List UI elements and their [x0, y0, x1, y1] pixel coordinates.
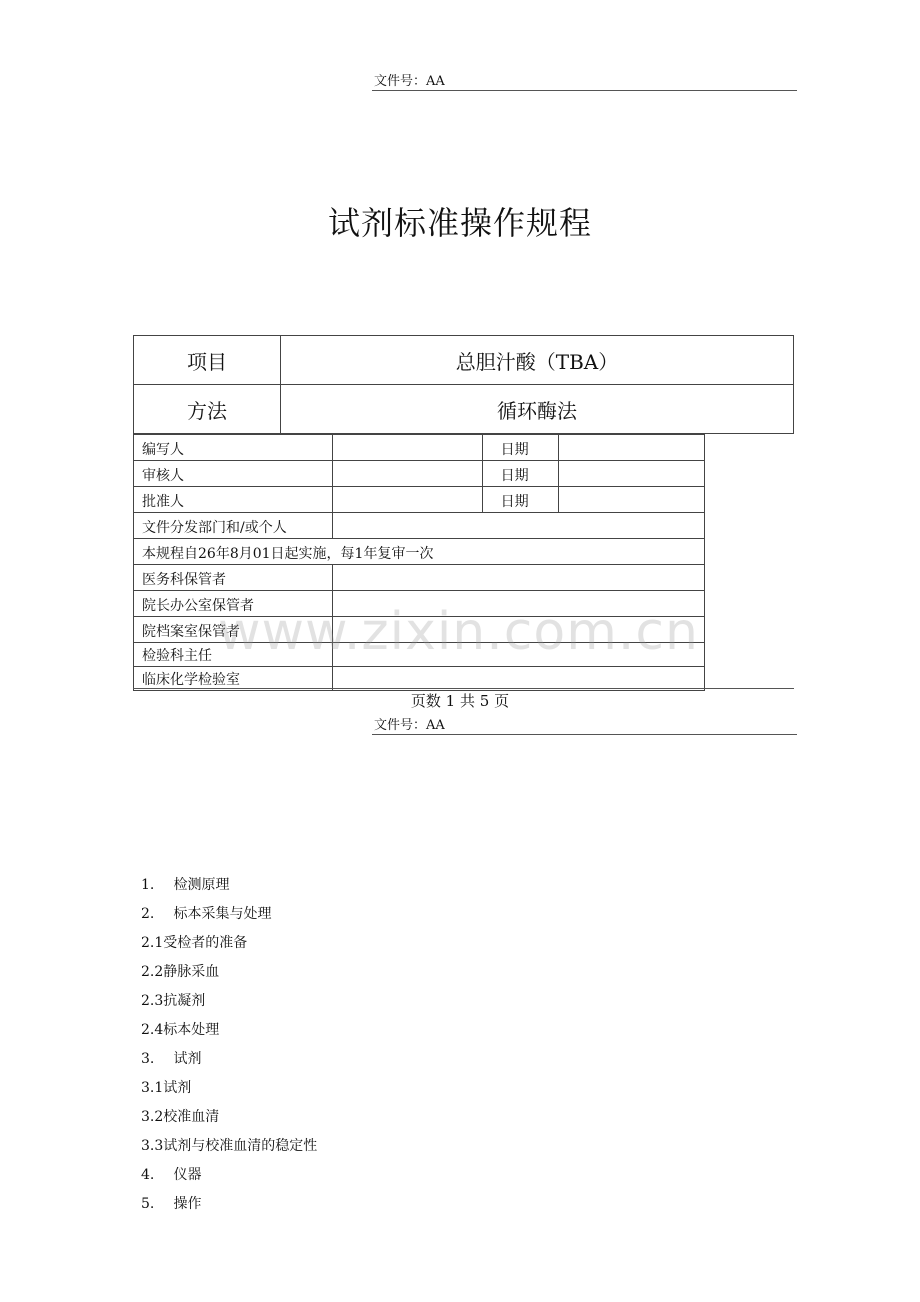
toc-item[interactable] [141, 1106, 317, 1135]
file-number-header: 文件号：AA [372, 70, 797, 91]
sig-row-reviewer [134, 461, 705, 487]
toc-text: 试剂 [163, 1080, 192, 1096]
toc-item[interactable] [141, 1164, 317, 1193]
toc-text: 检测原理 [173, 877, 230, 893]
toc-item[interactable] [141, 1048, 317, 1077]
sig-name-cell[interactable] [332, 461, 482, 487]
holder-cell[interactable] [332, 643, 704, 667]
toc-text: 操作 [173, 1196, 202, 1212]
info-value: 循环酶法 [281, 385, 794, 434]
section-divider [133, 688, 794, 689]
table-of-contents [141, 874, 317, 1222]
holder-label: 检验科主任 [134, 643, 333, 667]
holder-row [134, 667, 705, 691]
distribution-row [134, 513, 705, 539]
sig-name-cell[interactable] [332, 435, 482, 461]
holder-label: 医务科保管者 [134, 565, 333, 591]
toc-text: 试剂与校准血清的稳定性 [163, 1138, 318, 1154]
sig-date-cell[interactable] [558, 487, 704, 513]
holder-cell[interactable] [332, 667, 704, 691]
distribution-label: 文件分发部门和/或个人 [134, 513, 333, 539]
sig-label: 审核人 [134, 461, 333, 487]
toc-item[interactable] [141, 1135, 317, 1164]
page-number: 页数 1 共 5 页 [410, 692, 510, 710]
sig-row-writer [134, 435, 705, 461]
toc-number: 2.1 [141, 935, 164, 951]
info-key: 方法 [134, 385, 281, 434]
distribution-cell[interactable] [332, 513, 704, 539]
toc-number: 3.2 [141, 1109, 164, 1125]
toc-text: 标本处理 [163, 1022, 220, 1038]
holder-row [134, 643, 705, 667]
holder-cell[interactable] [332, 565, 704, 591]
signature-table [133, 434, 705, 691]
sig-row-approver [134, 487, 705, 513]
toc-text: 试剂 [173, 1051, 202, 1067]
holder-row [134, 617, 705, 643]
sig-date-label: 日期 [482, 487, 558, 513]
toc-number: 3. [141, 1051, 155, 1067]
toc-item[interactable] [141, 1077, 317, 1106]
info-row-item [134, 336, 794, 385]
toc-number: 2.4 [141, 1022, 164, 1038]
file-number-header: 文件号：AA [372, 714, 797, 735]
sig-name-cell[interactable] [332, 487, 482, 513]
toc-number: 2.3 [141, 993, 164, 1009]
holder-label: 临床化学检验室 [134, 667, 333, 691]
toc-number: 3.1 [141, 1080, 164, 1096]
effective-text: 本规程自26年8月01日起实施，每1年复审一次 [134, 539, 705, 565]
toc-text: 抗凝剂 [163, 993, 206, 1009]
toc-item[interactable] [141, 874, 317, 903]
info-row-method [134, 385, 794, 434]
toc-item[interactable] [141, 903, 317, 932]
toc-text: 标本采集与处理 [173, 906, 272, 922]
effective-row [134, 539, 705, 565]
info-table [133, 335, 794, 434]
sig-label: 编写人 [134, 435, 333, 461]
holder-row [134, 591, 705, 617]
holder-cell[interactable] [332, 591, 704, 617]
holder-row [134, 565, 705, 591]
toc-item[interactable] [141, 961, 317, 990]
toc-item[interactable] [141, 932, 317, 961]
toc-number: 5. [141, 1196, 155, 1212]
toc-number: 4. [141, 1167, 155, 1183]
holder-cell[interactable] [332, 617, 704, 643]
sig-date-label: 日期 [482, 435, 558, 461]
info-key: 项目 [134, 336, 281, 385]
info-value: 总胆汁酸（TBA） [281, 336, 794, 385]
toc-item[interactable] [141, 990, 317, 1019]
holder-label: 院长办公室保管者 [134, 591, 333, 617]
toc-item[interactable] [141, 1193, 317, 1222]
watermark: www.zixin.com.cn [218, 602, 699, 662]
toc-number: 2.2 [141, 964, 164, 980]
holder-label: 院档案室保管者 [134, 617, 333, 643]
toc-item[interactable] [141, 1019, 317, 1048]
document-title: 试剂标准操作规程 [327, 204, 592, 242]
sig-date-cell[interactable] [558, 461, 704, 487]
toc-number: 1. [141, 877, 155, 893]
sig-label: 批准人 [134, 487, 333, 513]
toc-text: 受检者的准备 [163, 935, 248, 951]
toc-text: 仪器 [173, 1167, 202, 1183]
toc-number: 3.3 [141, 1138, 164, 1154]
sig-date-cell[interactable] [558, 435, 704, 461]
sig-date-label: 日期 [482, 461, 558, 487]
toc-number: 2. [141, 906, 155, 922]
toc-text: 静脉采血 [163, 964, 220, 980]
toc-text: 校准血清 [163, 1109, 220, 1125]
